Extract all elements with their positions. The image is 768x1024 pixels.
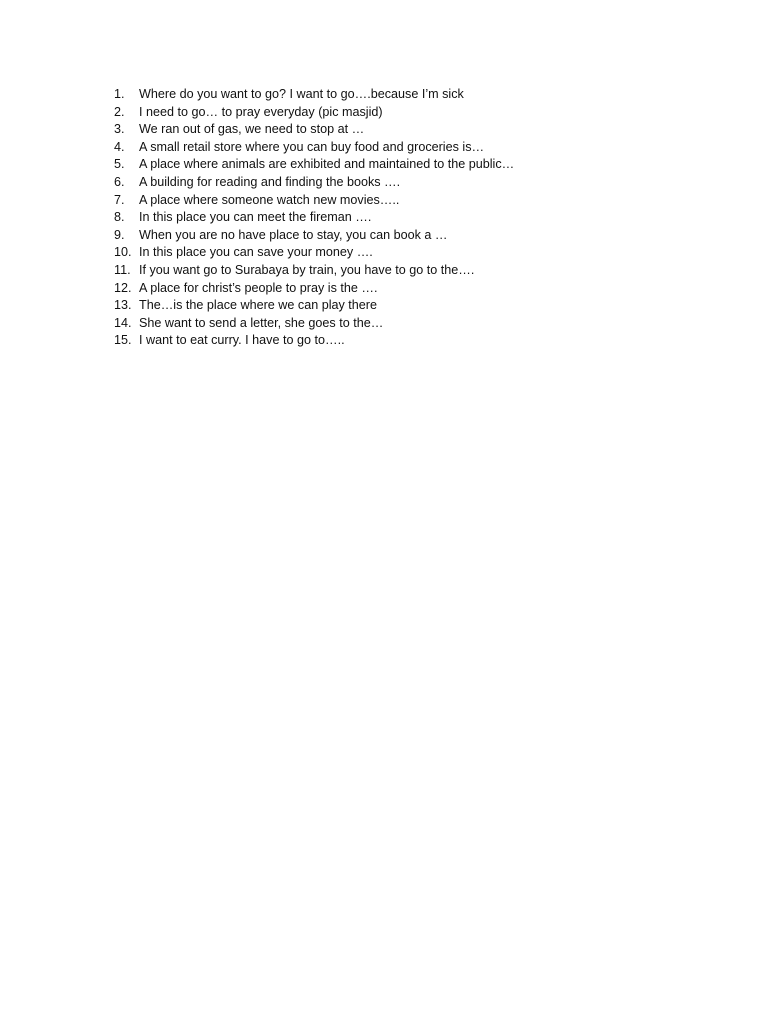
question-item-11 [114,262,514,280]
question-text: A place where someone watch new movies….. [139,192,400,207]
question-number: 5. [114,157,125,172]
question-number: 10. [114,245,132,260]
question-number: 2. [114,104,125,119]
question-item-12 [114,280,514,298]
question-text: When you are no have place to stay, you can book a … [139,227,448,242]
question-item-9 [114,227,514,245]
question-item-8 [114,209,514,227]
question-item-7 [114,192,514,210]
question-number: 15. [114,333,132,348]
question-number: 9. [114,227,125,242]
question-text: A small retail store where you can buy food and groceries is… [139,139,485,154]
question-item-13 [114,297,514,315]
question-number: 8. [114,210,125,225]
question-text: I need to go… to pray everyday (pic masjid) [139,104,383,119]
question-text: Where do you want to go? I want to go….because I’m sick [139,87,464,101]
question-item-5 [114,156,514,174]
question-text: In this place you can save your money …. [139,245,373,260]
question-text: In this place you can meet the fireman …. [139,210,372,225]
question-item-14 [114,315,514,333]
question-text: A building for reading and finding the books …. [139,174,401,189]
question-number: 1. [114,87,125,101]
question-number: 12. [114,280,132,295]
question-item-15 [114,332,514,350]
question-item-4 [114,139,514,157]
question-text: If you want go to Surabaya by train, you have to go to the…. [139,262,475,277]
question-text: A place where animals are exhibited and maintained to the public… [139,157,515,172]
question-item-1 [114,86,514,104]
question-item-10 [114,244,514,262]
question-text: A place for christ’s people to pray is the …. [139,280,378,295]
question-item-6 [114,174,514,192]
question-list [114,86,514,350]
question-number: 3. [114,122,125,137]
question-text: We ran out of gas, we need to stop at … [139,122,365,137]
question-number: 6. [114,174,125,189]
question-item-2 [114,104,514,122]
question-number: 4. [114,139,125,154]
question-number: 13. [114,298,132,313]
question-text: She want to send a letter, she goes to the… [139,315,384,330]
question-text: I want to eat curry. I have to go to….. [139,333,345,348]
question-number: 14. [114,315,132,330]
question-item-3 [114,121,514,139]
question-number: 7. [114,192,125,207]
question-number: 11. [114,262,131,277]
question-text: The…is the place where we can play there [139,298,378,313]
